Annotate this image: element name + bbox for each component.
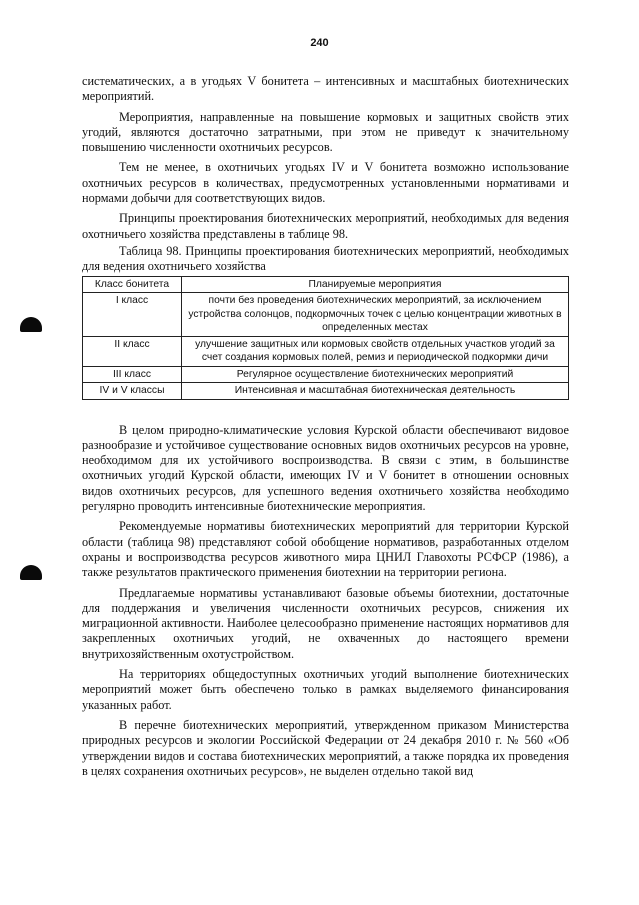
paragraph-7: Предлагаемые нормативы устанавливают базовые объемы биотехнии, достаточные для поддержания и увеличения численности охотничьих ресурсов, снижения их миграционной активности. Наиболее целесообразно применение настоящих нормативов для закрепленных охотничьих угодий, не охваченных до настоящего времени внутрихозяйственным охотустройством. — [82, 585, 569, 661]
row-class: IV и V классы — [83, 383, 182, 400]
paragraph-2: Мероприятия, направленные на повышение кормовых и защитных свойств этих угодий, являются достаточно затратными, при этом не приведут к значительному повышению численности охотничьих ресурсов. — [82, 109, 569, 155]
paragraph-4: Принципы проектирования биотехнических мероприятий, необходимых для ведения охотничьего хозяйства представлены в таблице 98. — [82, 211, 569, 241]
header-measures: Планируемые мероприятия — [182, 276, 569, 293]
table-row — [83, 383, 569, 400]
paragraph-3: Тем не менее, в охотничьих угодьях IV и V бонитета возможно использование охотничьих ресурсов в количествах, предусмотренных установленными нормативами и нормами добычи для соответствующих видов. — [82, 160, 569, 206]
row-measures: почти без проведения биотехнических мероприятий, за исключением устройства солонцов, подкормочных точек с целью концентрации животных в определенных местах — [182, 293, 569, 337]
table-caption: Таблица 98. Принципы проектирования биотехнических мероприятий, необходимых для ведения охотничьего хозяйства — [82, 243, 569, 274]
punch-hole-mark-upper — [20, 317, 42, 332]
page-number: 240 — [310, 37, 329, 49]
table-header-row — [83, 276, 569, 293]
row-class: II класс — [83, 336, 182, 366]
table-row — [83, 366, 569, 383]
table-row — [83, 336, 569, 366]
paragraph-1: систематических, а в угодьях V бонитета – интенсивных и масштабных биотехнических мероприятий. — [82, 74, 569, 104]
page-body — [82, 74, 569, 779]
paragraph-9: В перечне биотехнических мероприятий, утвержденном приказом Министерства природных ресурсов и экологии Российской Федерации от 24 декабря 2010 г. № 560 «Об утверждении видов и состава биотехнических мероприятий, а также порядка их проведения в целях сохранения охотничьих ресурсов», не выделен отдельно такой вид — [82, 717, 569, 778]
paragraph-5: В целом природно-климатические условия Курской области обеспечивают видовое разнообразие и устойчивое существование основных видов охотничьих ресурсов на уровне, необходимом для их устойчивого воспроизводства. В связи с этим, в большинстве охотничьих угодий Курской области, имеющих IV и V бонитет в отношении основных видов охотничьих ресурсов, для успешного ведения охотничьего хозяйства необходимо регулярно проводить интенсивные биотехнические мероприятия. — [82, 422, 569, 514]
row-measures: улучшение защитных или кормовых свойств отдельных участков угодий за счет создания кормовых полей, ремиз и периодической подкормки дичи — [182, 336, 569, 366]
header-class: Класс бонитета — [83, 276, 182, 293]
paragraph-6: Рекомендуемые нормативы биотехнических мероприятий для территории Курской области (таблица 98) представляют собой обобщение нормативов, разработанных отделом охраны и воспроизводства ресурсов животного мира ЦНИЛ Главохоты РСФСР (1986), а также результатов практического применения биотехнии на территории региона. — [82, 519, 569, 580]
row-measures: Интенсивная и масштабная биотехническая деятельность — [182, 383, 569, 400]
bonitet-table — [82, 276, 569, 400]
paragraph-8: На территориях общедоступных охотничьих угодий выполнение биотехнических мероприятий может быть обеспечено только в рамках выделяемого финансирования указанных работ. — [82, 667, 569, 712]
row-class: I класс — [83, 293, 182, 337]
row-class: III класс — [83, 366, 182, 383]
row-measures: Регулярное осуществление биотехнических мероприятий — [182, 366, 569, 383]
punch-hole-mark-lower — [20, 565, 42, 580]
table-row — [83, 293, 569, 337]
